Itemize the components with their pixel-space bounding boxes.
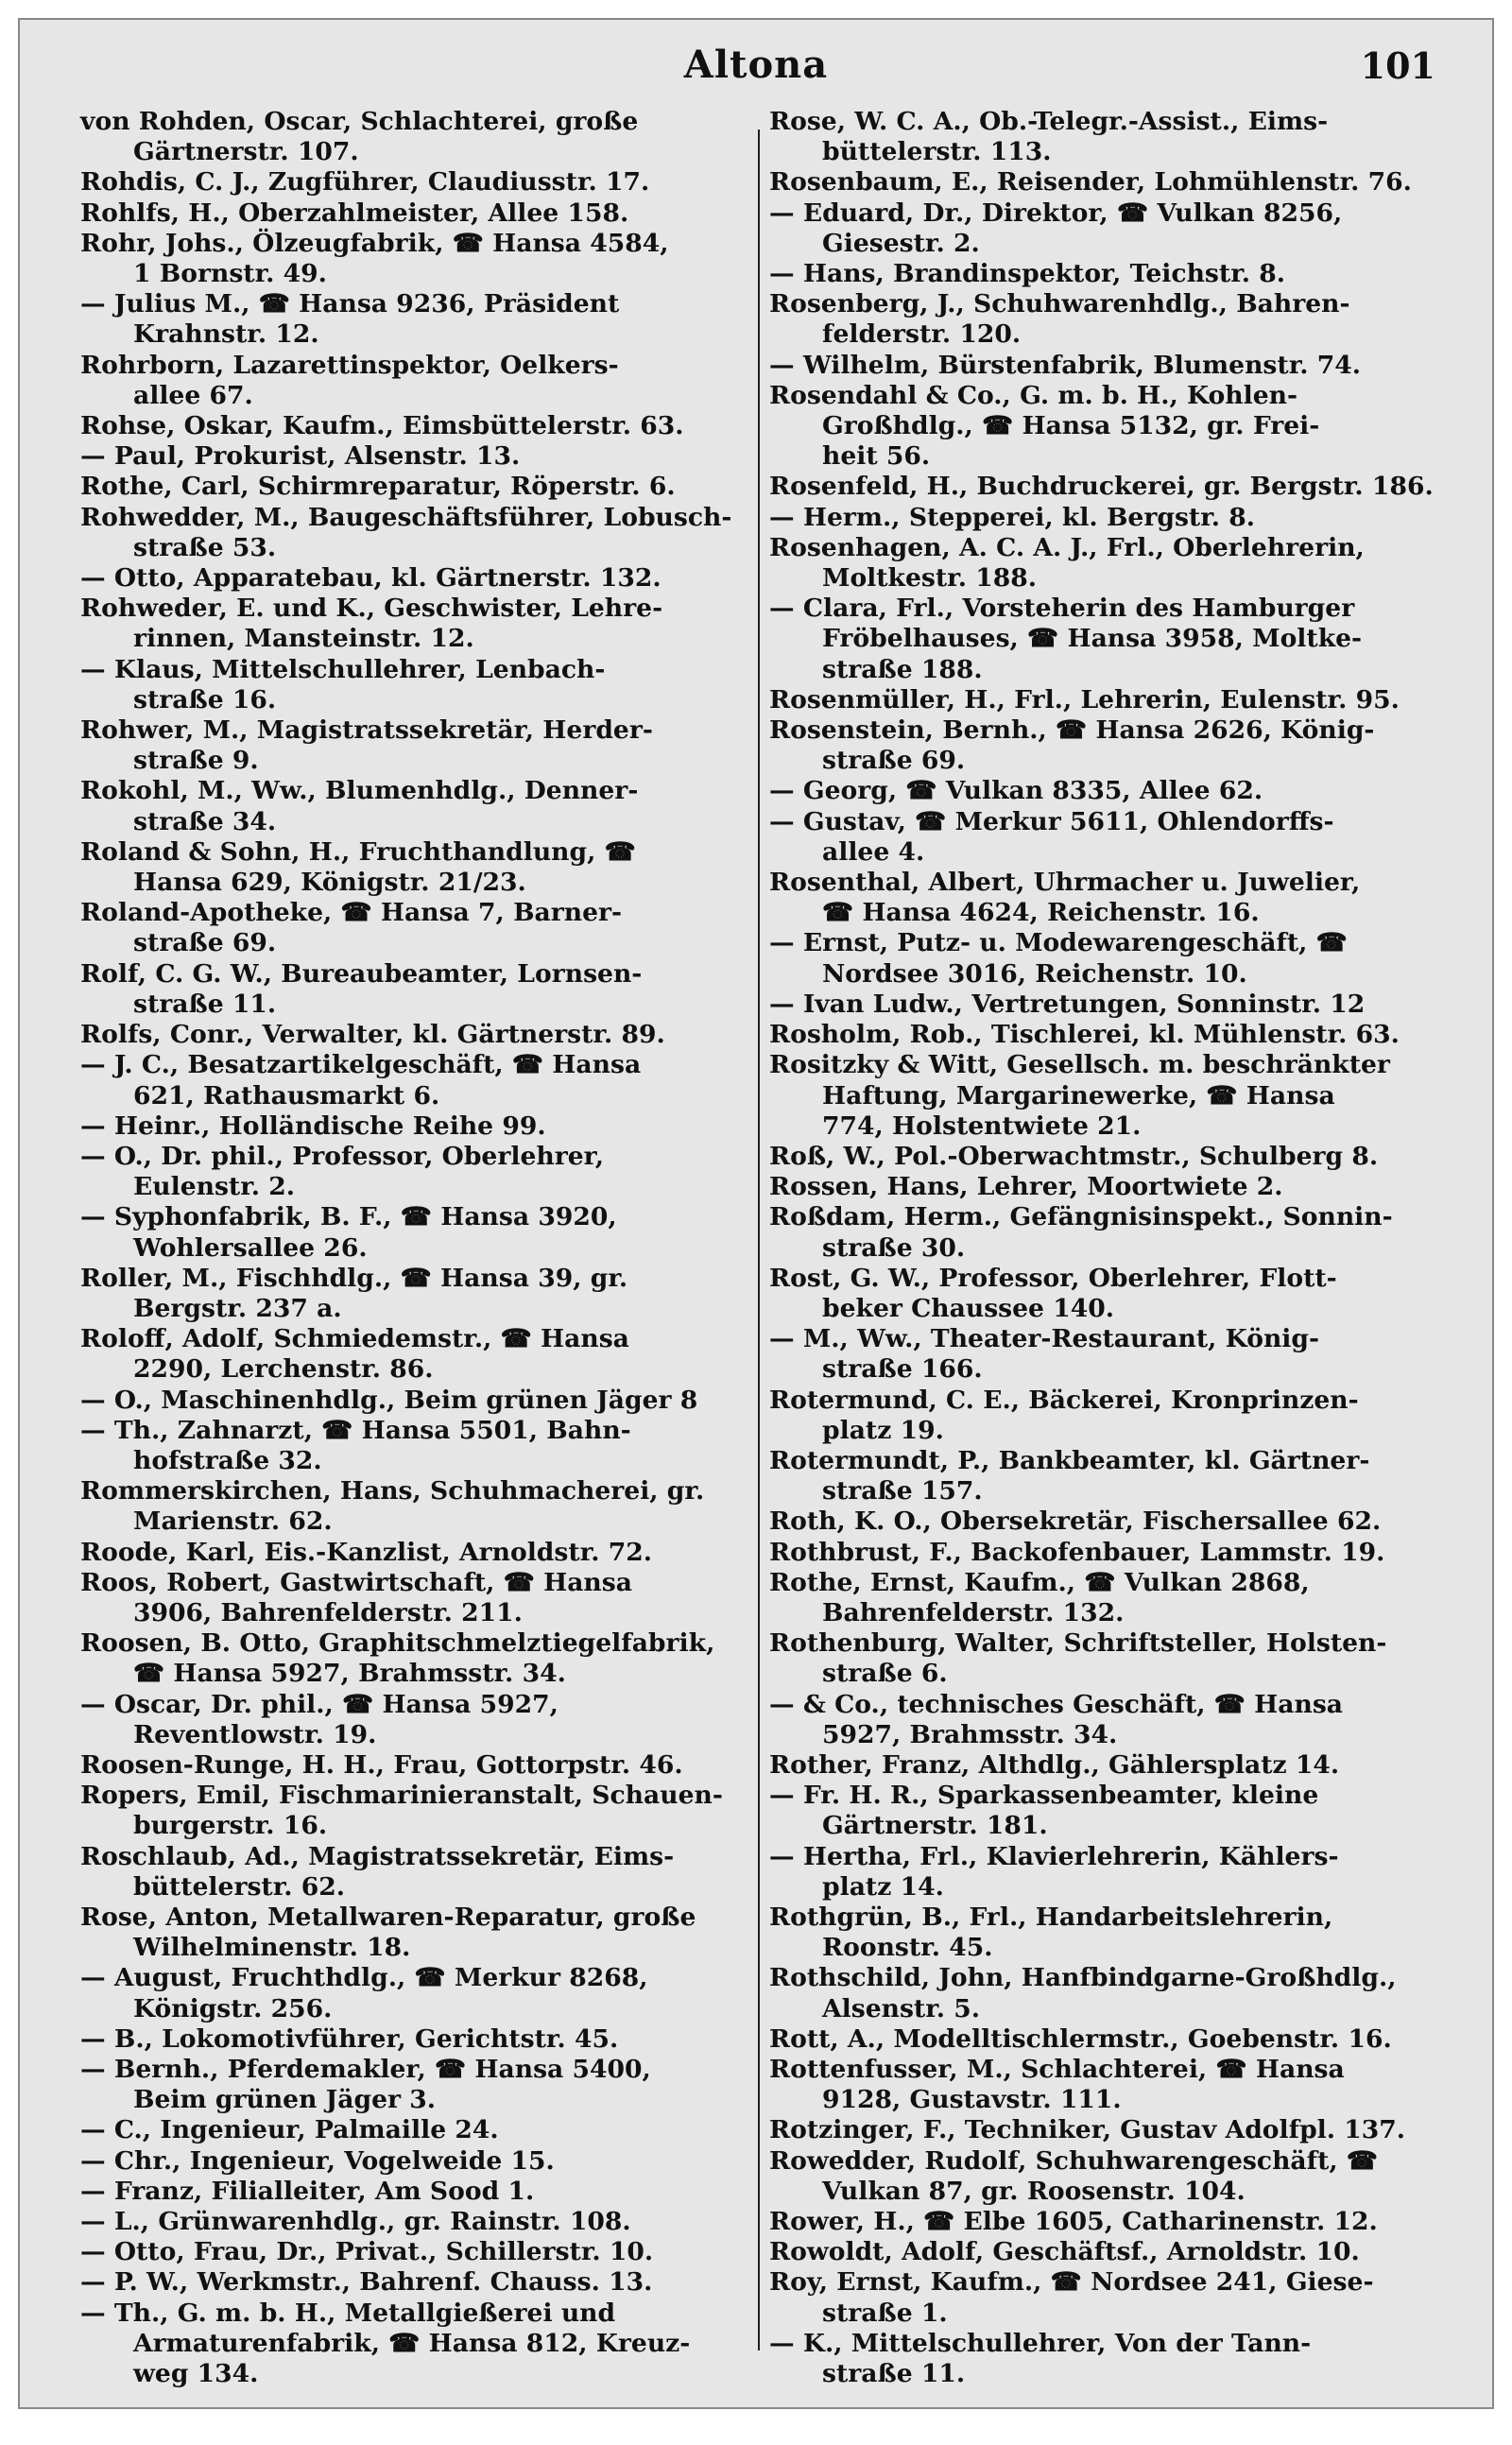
directory-entry [80,837,747,898]
directory-entry [769,1690,1435,1750]
entry-line: — O., Dr. phil., Professor, Oberlehrer, [80,1141,604,1171]
entry-line: — Julius M., ☎ Hansa 9236, Präsident [80,289,620,319]
entry-line: Rokohl, M., Ww., Blumenhdlg., Denner- [80,776,639,806]
directory-entry [80,2024,747,2055]
entry-continuation-line: beker Chaussee 140. [822,1293,1115,1323]
entry-continuation-line: Giesestr. 2. [822,228,980,258]
entry-line: Rohse, Oskar, Kaufm., Eimsbüttelerstr. 63. [80,411,684,441]
directory-entry [769,1264,1435,1324]
entry-continuation-line: Roonstr. 45. [822,1933,993,1963]
directory-entry [80,2115,747,2145]
entry-continuation-line: 2290, Lerchenstr. 86. [133,1354,434,1385]
entry-line: Rosenbaum, E., Reisender, Lohmühlenstr. 76. [769,167,1412,198]
directory-entry [80,1628,747,1689]
entry-continuation-line: Marienstr. 62. [133,1507,333,1537]
entry-line: Rohdis, C. J., Zugführer, Claudiusstr. 17. [80,167,650,198]
directory-entry [80,1568,747,1628]
directory-entry [769,2055,1435,2115]
entry-line: Rottenfusser, M., Schlachterei, ☎ Hansa [769,2055,1345,2084]
entry-continuation-line: büttelerstr. 62. [133,1871,346,1902]
entry-line: Rost, G. W., Professor, Oberlehrer, Flott- [769,1263,1337,1293]
entry-continuation-line: straße 9. [133,746,259,776]
entry-line: Rotermund, C. E., Bäckerei, Kronprinzen- [769,1385,1359,1415]
entry-line: Rosenfeld, H., Buchdruckerei, gr. Bergstr. 186. [769,472,1434,502]
entry-continuation-line: burgerstr. 16. [133,1811,328,1841]
entry-line: — Otto, Apparatebau, kl. Gärtnerstr. 132. [80,563,662,594]
entry-line: Rohr, Johs., Ölzeugfabrik, ☎ Hansa 4584, [80,228,669,258]
directory-entry [80,655,747,715]
entry-line: Rose, W. C. A., Ob.-Telegr.-Assist., Eims- [769,107,1329,136]
directory-entry [80,351,747,411]
entry-continuation-line: Großhdlg., ☎ Hansa 5132, gr. Frei- [822,411,1320,441]
directory-entry [769,289,1435,350]
directory-entry [80,1142,747,1202]
entry-continuation-line: Alsenstr. 5. [822,1993,981,2023]
directory-entry [80,1781,747,1841]
entry-continuation-line: straße 1. [822,2298,948,2328]
entry-line: Roloff, Adolf, Schmiedemstr., ☎ Hansa [80,1324,629,1354]
entry-line: — Clara, Frl., Vorsteherin des Hamburger [769,594,1355,624]
entry-continuation-line: rinnen, Mansteinstr. 12. [133,624,474,654]
entry-line: Rosenstein, Bernh., ☎ Hansa 2626, König- [769,715,1375,746]
directory-entry [80,1264,747,1324]
entry-line: Rolf, C. G. W., Bureaubeamter, Lornsen- [80,958,643,989]
entry-line: — Syphonfabrik, B. F., ☎ Hansa 3920, [80,1202,617,1232]
entry-line: — Ernst, Putz- u. Modewarengeschäft, ☎ [769,928,1348,958]
directory-entry [80,2055,747,2115]
page-title: Altona [683,43,829,87]
directory-entry [80,715,747,776]
directory-entry [769,2207,1435,2237]
entry-line: Rott, A., Modelltischlermstr., Goebenstr. 16. [769,2023,1392,2054]
entry-line: Rowoldt, Adolf, Geschäftsf., Arnoldstr. 10. [769,2237,1360,2267]
entry-line: — Th., Zahnarzt, ☎ Hansa 5501, Bahn- [80,1415,631,1445]
directory-entry [769,1628,1435,1689]
entry-continuation-line: Hansa 629, Königstr. 21/23. [133,868,526,898]
directory-entry [769,685,1435,715]
directory-entry [80,441,747,472]
column-divider [758,129,760,2350]
directory-entry [769,2267,1435,2328]
entry-continuation-line: allee 67. [133,380,253,410]
entry-line: Rosenberg, J., Schuhwarenhdlg., Bahren- [769,289,1350,319]
entry-continuation-line: Moltkestr. 188. [822,563,1038,594]
directory-entry [80,1202,747,1263]
entry-continuation-line: hofstraße 32. [133,1445,322,1475]
directory-entry [80,198,747,229]
entry-line: Rosenthal, Albert, Uhrmacher u. Juwelier, [769,868,1361,898]
directory-entry [769,533,1435,594]
entry-line: — Klaus, Mittelschullehrer, Lenbach- [80,654,606,684]
right-column [769,107,1435,2389]
entry-continuation-line: Nordsee 3016, Reichenstr. 10. [822,958,1247,989]
entry-line: Roy, Ernst, Kaufm., ☎ Nordsee 241, Giese- [769,2267,1374,2298]
entry-continuation-line: straße 11. [133,989,277,1019]
entry-continuation-line: straße 30. [822,1232,966,1263]
entry-line: — K., Mittelschullehrer, Von der Tann- [769,2328,1312,2358]
directory-entry [80,107,747,167]
entry-line: Rotzinger, F., Techniker, Gustav Adolfpl. 137. [769,2115,1406,2145]
entry-line: Rohlfs, H., Oberzahlmeister, Allee 158. [80,198,629,228]
directory-entry [769,107,1435,167]
entry-line: Roosen, B. Otto, Graphitschmelztiegelfabrik, [80,1628,715,1659]
entry-line: — Gustav, ☎ Merkur 5611, Ohlendorffs- [769,806,1334,836]
directory-entry [769,381,1435,473]
directory-entry [80,1903,747,1963]
directory-entry [769,594,1435,685]
entry-continuation-line: ☎ Hansa 5927, Brahmsstr. 34. [133,1659,566,1689]
entry-line: Rother, Franz, Althdlg., Gählersplatz 14. [769,1749,1340,1780]
directory-entry [769,776,1435,806]
entry-line: — Herm., Stepperei, kl. Bergstr. 8. [769,502,1256,532]
entry-line: Rosholm, Rob., Tischlerei, kl. Mühlenstr. 63. [769,1020,1400,1050]
entry-line: Roßdam, Herm., Gefängnisinspekt., Sonnin- [769,1202,1393,1232]
entry-continuation-line: allee 4. [822,836,925,867]
directory-entry [769,2115,1435,2145]
entry-line: Rosenhagen, A. C. A. J., Frl., Oberlehrerin, [769,532,1365,562]
directory-entry [80,2177,747,2207]
entry-continuation-line: Reventlowstr. 19. [133,1719,377,1749]
entry-line: Rositzky & Witt, Gesellsch. m. beschränkter [769,1050,1390,1080]
directory-entry [80,2267,747,2298]
directory-entry [769,868,1435,928]
directory-entry [80,1386,747,1416]
entry-line: — Otto, Frau, Dr., Privat., Schillerstr. 10. [80,2237,654,2267]
entry-line: — Georg, ☎ Vulkan 8335, Allee 62. [769,776,1263,806]
directory-entry [769,1446,1435,1507]
entry-line: — Oscar, Dr. phil., ☎ Hansa 5927, [80,1689,558,1719]
entry-line: Rohwedder, M., Baugeschäftsführer, Lobusch- [80,502,732,532]
entry-continuation-line: straße 157. [822,1476,983,1507]
entry-continuation-line: 9128, Gustavstr. 111. [822,2085,1122,2115]
entry-continuation-line: 774, Holstentwiete 21. [822,1111,1142,1141]
entry-continuation-line: straße 16. [133,684,277,715]
entry-continuation-line: straße 11. [822,2359,966,2389]
directory-entry [80,1324,747,1385]
entry-line: — L., Grünwarenhdlg., gr. Rainstr. 108. [80,2207,631,2237]
entry-continuation-line: heit 56. [822,441,931,472]
entry-continuation-line: 1 Bornstr. 49. [133,259,327,289]
page-header [77,35,1435,92]
directory-entry [80,1111,747,1142]
page-number: 101 [1360,44,1435,87]
directory-entry [80,1842,747,1903]
entry-continuation-line: straße 34. [133,806,277,836]
entry-continuation-line: Bahrenfelderstr. 132. [822,1597,1125,1627]
entry-line: Rothgrün, B., Frl., Handarbeitslehrerin, [769,1902,1333,1932]
entry-line: — J. C., Besatzartikelgeschäft, ☎ Hansa [80,1050,642,1080]
directory-entry [80,1963,747,2023]
entry-line: Roland-Apotheke, ☎ Hansa 7, Barner- [80,898,623,928]
entry-line: — Chr., Ingenieur, Vogelweide 15. [80,2145,555,2176]
entry-line: — M., Ww., Theater-Restaurant, König- [769,1324,1320,1354]
directory-entry [769,1903,1435,1963]
entry-continuation-line: straße 69. [133,928,277,958]
entry-continuation-line: Gärtnerstr. 107. [133,137,359,167]
entry-line: — Heinr., Holländische Reihe 99. [80,1111,546,1141]
directory-entry [769,2329,1435,2389]
entry-continuation-line: Vulkan 87, gr. Roosenstr. 104. [822,2176,1246,2206]
entry-line: — P. W., Werkmstr., Bahrenf. Chauss. 13. [80,2267,653,2298]
entry-line: Rosendahl & Co., G. m. b. H., Kohlen- [769,380,1298,410]
entry-continuation-line: straße 6. [822,1659,948,1689]
entry-line: Rohweder, E. und K., Geschwister, Lehre- [80,594,663,624]
entry-line: Rothbrust, F., Backofenbauer, Lammstr. 19. [769,1537,1385,1567]
directory-entry [769,1963,1435,2023]
directory-entry [769,472,1435,502]
directory-entry [80,1538,747,1568]
entry-line: Roß, W., Pol.-Oberwachtmstr., Schulberg 8. [769,1141,1379,1171]
directory-entry [769,351,1435,381]
directory-entry [769,715,1435,776]
entry-continuation-line: Bergstr. 237 a. [133,1293,342,1323]
entry-line: — B., Lokomotivführer, Gerichtstr. 45. [80,2023,619,2054]
directory-entry [80,1476,747,1537]
entry-line: Roos, Robert, Gastwirtschaft, ☎ Hansa [80,1567,632,1597]
directory-entry [769,1324,1435,1385]
entry-line: — August, Fruchthdlg., ☎ Merkur 8268, [80,1963,648,1993]
entry-continuation-line: Gärtnerstr. 181. [822,1811,1048,1841]
directory-entry [80,2207,747,2237]
entry-line: — & Co., technisches Geschäft, ☎ Hansa [769,1689,1344,1719]
directory-entry [769,807,1435,868]
directory-entry [80,2299,747,2390]
entry-line: Rossen, Hans, Lehrer, Moortwiete 2. [769,1172,1283,1202]
entry-continuation-line: Haftung, Margarinewerke, ☎ Hansa [822,1080,1335,1111]
entry-continuation-line: 3906, Bahrenfelderstr. 211. [133,1597,523,1627]
entry-line: Rower, H., ☎ Elbe 1605, Catharinenstr. 12. [769,2207,1378,2237]
entry-line: Rommerskirchen, Hans, Schuhmacherei, gr. [80,1476,705,1507]
entry-continuation-line: büttelerstr. 113. [822,137,1052,167]
entry-continuation-line: straße 166. [822,1354,983,1385]
directory-entry [80,411,747,441]
entry-continuation-line: ☎ Hansa 4624, Reichenstr. 16. [822,898,1260,928]
entry-line: — Th., G. m. b. H., Metallgießerei und [80,2298,616,2328]
entry-continuation-line: felderstr. 120. [822,319,1022,350]
directory-entry [769,167,1435,198]
directory-entry [80,776,747,836]
entry-line: Rothe, Carl, Schirmreparatur, Röperstr. 6. [80,472,676,502]
entry-continuation-line: weg 134. [133,2359,259,2389]
entry-line: Roller, M., Fischhdlg., ☎ Hansa 39, gr. [80,1263,628,1293]
entry-continuation-line: Königstr. 256. [133,1993,333,2023]
directory-entry [80,1416,747,1476]
directory-entry [769,259,1435,289]
entry-line: Roland & Sohn, H., Fruchthandlung, ☎ [80,836,636,867]
entry-continuation-line: Fröbelhauses, ☎ Hansa 3958, Moltke- [822,624,1363,654]
directory-entry [769,1750,1435,1781]
entry-continuation-line: platz 14. [822,1871,944,1902]
directory-entry [769,2237,1435,2267]
directory-entry [769,1172,1435,1202]
entry-continuation-line: platz 19. [822,1415,944,1445]
directory-entry [80,2237,747,2267]
directory-entry [80,1750,747,1781]
directory-entry [769,1020,1435,1050]
entry-line: Roth, K. O., Obersekretär, Fischersallee 62. [769,1507,1382,1537]
directory-entry [769,1842,1435,1903]
entry-line: — Wilhelm, Bürstenfabrik, Blumenstr. 74. [769,350,1362,380]
directory-entry [80,594,747,654]
directory-entry [769,2024,1435,2055]
entry-line: — Fr. H. R., Sparkassenbeamter, kleine [769,1781,1319,1811]
entry-line: Rohwer, M., Magistratssekretär, Herder- [80,715,653,746]
directory-entry [769,2146,1435,2207]
directory-entry [80,229,747,289]
directory-entry [80,898,747,958]
directory-entry [769,1142,1435,1172]
entry-continuation-line: Armaturenfabrik, ☎ Hansa 812, Kreuz- [133,2328,691,2358]
entry-line: — C., Ingenieur, Palmaille 24. [80,2115,499,2145]
entry-continuation-line: straße 53. [133,532,277,562]
entry-line: Rolfs, Conr., Verwalter, kl. Gärtnerstr. 89. [80,1020,665,1050]
entry-continuation-line: Wohlersallee 26. [133,1232,368,1263]
entry-continuation-line: Wilhelminenstr. 18. [133,1933,411,1963]
directory-entry [769,1781,1435,1841]
entry-line: Rose, Anton, Metallwaren-Reparatur, große [80,1902,696,1932]
left-column [80,107,747,2389]
entry-line: Roode, Karl, Eis.-Kanzlist, Arnoldstr. 72. [80,1537,653,1567]
directory-entry [769,1568,1435,1628]
directory-entry [80,563,747,594]
entry-line: Rosenmüller, H., Frl., Lehrerin, Eulenstr. 95. [769,684,1400,715]
directory-entry [80,959,747,1020]
entry-line: Rothe, Ernst, Kaufm., ☎ Vulkan 2868, [769,1567,1310,1597]
entry-line: — Franz, Filialleiter, Am Sood 1. [80,2176,535,2206]
entry-line: — Ivan Ludw., Vertretungen, Sonninstr. 12 [769,989,1366,1019]
directory-entry [80,2146,747,2177]
entry-line: — Hertha, Frl., Klavierlehrerin, Kählers- [769,1841,1339,1871]
entry-line: Rothschild, John, Hanfbindgarne-Großhdlg., [769,1963,1397,1993]
entry-line: Rotermundt, P., Bankbeamter, kl. Gärtner- [769,1445,1370,1475]
directory-entry [80,1050,747,1111]
entry-continuation-line: Krahnstr. 12. [133,319,319,350]
directory-entry [769,990,1435,1020]
entry-line: Roschlaub, Ad., Magistratssekretär, Eims- [80,1841,675,1871]
directory-entry [80,472,747,502]
entry-line: — Paul, Prokurist, Alsenstr. 13. [80,441,521,472]
directory-page [18,18,1494,2409]
directory-entry [80,167,747,198]
entry-line: von Rohden, Oscar, Schlachterei, große [80,107,639,136]
entry-continuation-line: straße 69. [822,746,966,776]
directory-entry [769,1538,1435,1568]
entry-continuation-line: Beim grünen Jäger 3. [133,2085,437,2115]
entry-line: Ropers, Emil, Fischmarinieranstalt, Schauen- [80,1781,723,1811]
entry-line: — Bernh., Pferdemakler, ☎ Hansa 5400, [80,2055,651,2084]
entry-line: — O., Maschinenhdlg., Beim grünen Jäger 8 [80,1385,698,1415]
directory-entry [769,928,1435,989]
entry-line: — Eduard, Dr., Direktor, ☎ Vulkan 8256, [769,198,1343,228]
directory-entry [769,1386,1435,1446]
entry-line: Roosen-Runge, H. H., Frau, Gottorpstr. 46. [80,1749,683,1780]
entry-continuation-line: Eulenstr. 2. [133,1172,296,1202]
directory-entry [769,503,1435,533]
entry-line: Rothenburg, Walter, Schriftsteller, Holsten- [769,1628,1387,1659]
directory-entry [80,1020,747,1050]
directory-entry [769,1050,1435,1142]
entry-continuation-line: straße 188. [822,654,983,684]
directory-entry [769,198,1435,259]
directory-entry [80,503,747,563]
entry-continuation-line: 5927, Brahmsstr. 34. [822,1719,1118,1749]
entry-line: — Hans, Brandinspektor, Teichstr. 8. [769,259,1286,289]
directory-entry [769,1507,1435,1537]
directory-entry [769,1202,1435,1263]
entry-line: Rohrborn, Lazarettinspektor, Oelkers- [80,350,619,380]
directory-entry [80,1690,747,1750]
directory-entry [80,289,747,350]
entry-continuation-line: 621, Rathausmarkt 6. [133,1080,440,1111]
entry-line: Rowedder, Rudolf, Schuhwarengeschäft, ☎ [769,2145,1379,2176]
